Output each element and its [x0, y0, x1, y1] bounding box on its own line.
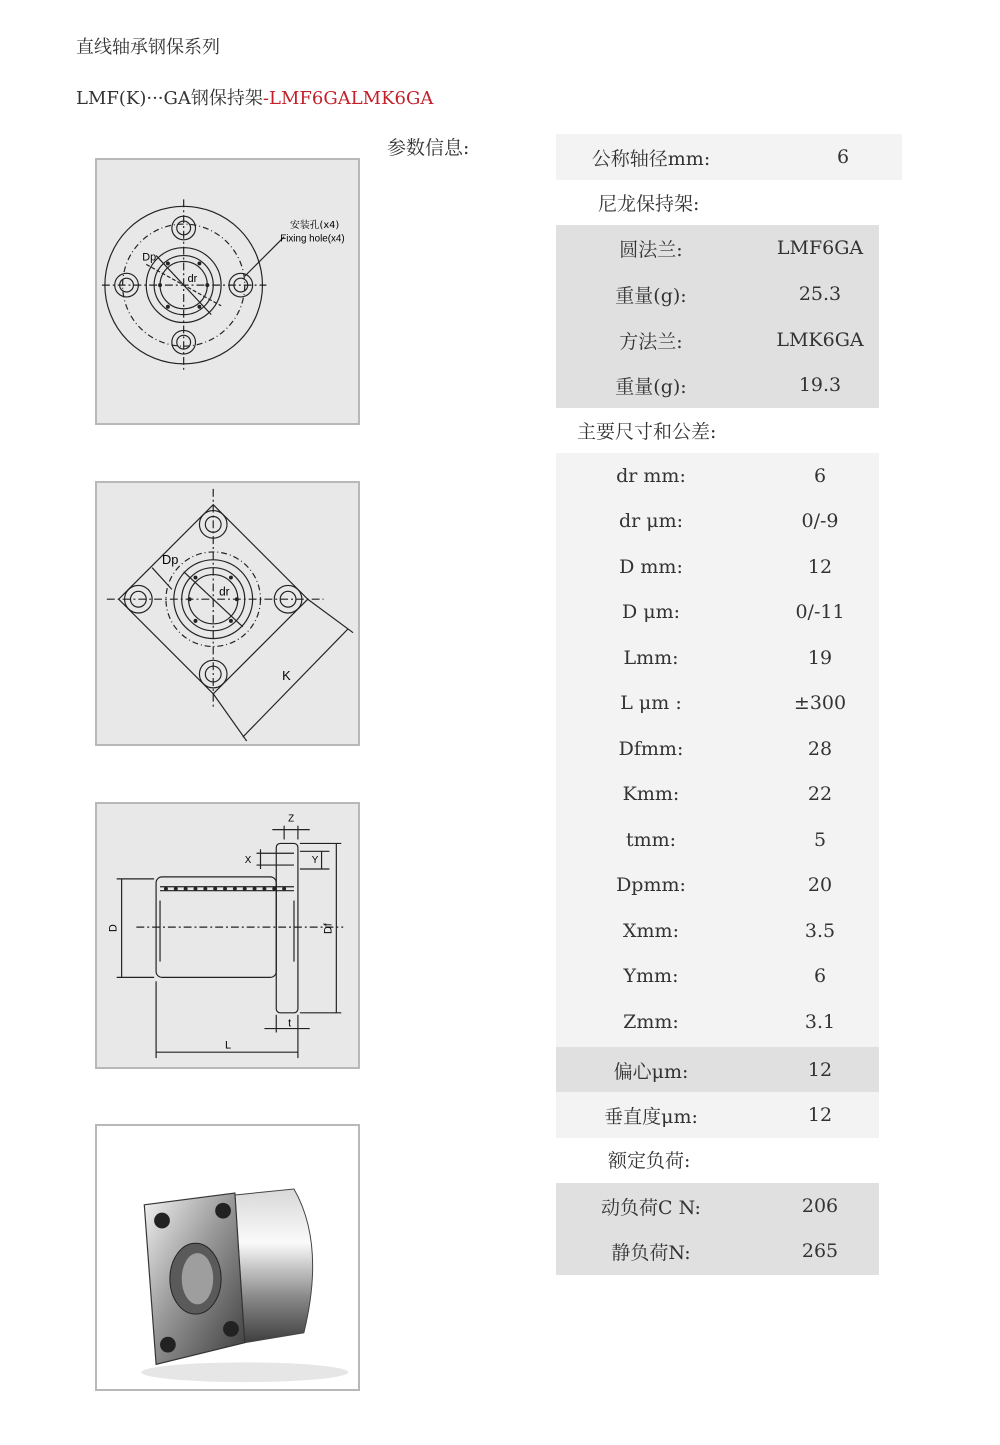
dims-row — [556, 953, 879, 999]
dims-row — [556, 908, 879, 954]
nylon-row-label: 重量(g): — [615, 284, 687, 307]
load-row-value: 265 — [801, 1240, 839, 1262]
dims-row-value: 3.5 — [804, 920, 836, 942]
dims-row-value: 5 — [813, 829, 827, 851]
dims-table — [556, 453, 879, 1047]
load-row-label: 静负荷N: — [611, 1241, 691, 1264]
dims-row-value: 19 — [807, 647, 833, 669]
l-label: L — [225, 1039, 232, 1052]
y-label: Y — [311, 855, 319, 867]
series-title: 直线轴承钢保系列 — [76, 37, 220, 58]
dims-row-label: L μm : — [620, 692, 682, 714]
dims-row — [556, 498, 879, 544]
df-label: Df — [322, 923, 335, 935]
dims-row-value: 6 — [813, 965, 827, 987]
dims-row-value: 20 — [807, 874, 833, 896]
nylon-row-label: 重量(g): — [615, 375, 687, 398]
x-label: X — [244, 855, 252, 867]
dims-row-label: D mm: — [619, 556, 683, 578]
dims-row — [556, 635, 879, 681]
k-label: K — [282, 667, 291, 683]
dims-row-label: tmm: — [625, 829, 677, 851]
dims-row-label: dr mm: — [616, 465, 686, 487]
nylon-table — [556, 225, 879, 408]
load-row-label: 动负荷C N: — [601, 1196, 701, 1219]
dims-row-value: ±300 — [793, 692, 847, 714]
eccentricity-row — [556, 1047, 879, 1093]
dims-row-label: Ymm: — [623, 965, 679, 987]
perpendicularity-row — [556, 1092, 879, 1138]
tol-row-value: 12 — [807, 1104, 833, 1126]
mount-hole-en-label: Fixing hole(x4) — [280, 233, 345, 245]
nylon-row — [556, 271, 879, 317]
dims-row — [556, 680, 879, 726]
dims-row — [556, 817, 879, 863]
nylon-row — [556, 225, 879, 271]
product-title — [76, 84, 433, 110]
tol-row-label: 垂直度μm: — [604, 1105, 698, 1128]
dims-row-label: Zmm: — [623, 1011, 679, 1033]
dims-row-value: 6 — [813, 465, 827, 487]
dims-row-value: 0/-9 — [801, 510, 839, 532]
round-flange-drawing — [95, 158, 360, 425]
params-label: 参数信息: — [387, 137, 470, 159]
product-photo-svg — [97, 1126, 358, 1389]
side-view-drawing — [95, 802, 360, 1069]
dr-label: dr — [187, 273, 198, 286]
nylon-label: 尼龙保持架: — [598, 193, 700, 215]
product-model: -LMF6GALMK6GA — [262, 88, 434, 109]
load-row-value: 206 — [801, 1195, 839, 1217]
square-flange-svg — [97, 483, 358, 744]
nominal-label: 公称轴径mm: — [591, 147, 711, 170]
dims-row — [556, 453, 879, 499]
dims-row-value: 22 — [807, 783, 833, 805]
dims-row-value: 0/-11 — [795, 601, 845, 623]
dims-row — [556, 862, 879, 908]
nominal-row — [556, 134, 902, 180]
nylon-row-label: 方法兰: — [619, 330, 683, 353]
z-label: Z — [288, 813, 295, 825]
mount-hole-cn-label: 安装孔(x4) — [290, 219, 340, 231]
load-row — [556, 1183, 879, 1229]
side-view-svg — [97, 804, 358, 1067]
dims-row-label: D μm: — [621, 601, 681, 623]
load-table — [556, 1183, 879, 1275]
dims-row-label: Dfmm: — [618, 738, 684, 760]
tol-row-label: 偏心μm: — [613, 1060, 689, 1083]
dims-row-label: Lmm: — [623, 647, 679, 669]
dims-row-label: Dpmm: — [616, 874, 686, 896]
nylon-row-value: 25.3 — [798, 283, 842, 305]
load-label: 额定负荷: — [608, 1150, 691, 1172]
t-label: t — [288, 1017, 292, 1030]
dims-row — [556, 726, 879, 772]
dims-row-label: Xmm: — [623, 920, 679, 942]
nylon-row-value: LMF6GA — [776, 237, 864, 259]
round-flange-svg — [97, 160, 358, 423]
dims-row — [556, 999, 879, 1045]
load-row — [556, 1228, 879, 1274]
dims-label: 主要尺寸和公差: — [577, 421, 717, 443]
nylon-row — [556, 362, 879, 408]
dims-row-label: dr μm: — [618, 510, 684, 532]
product-photo — [95, 1124, 360, 1391]
dims-row-value: 3.1 — [804, 1011, 836, 1033]
product-title-prefix: LMF(K)···GA钢保持架 — [76, 88, 263, 109]
dims-row — [556, 544, 879, 590]
dp-label-2: Dp — [162, 551, 179, 567]
dims-row-value: 12 — [807, 556, 833, 578]
nylon-row-value: LMK6GA — [776, 329, 864, 351]
dims-row-label: Kmm: — [622, 783, 680, 805]
tol-row-value: 12 — [807, 1059, 833, 1081]
dims-row-value: 28 — [807, 738, 833, 760]
dims-row — [556, 589, 879, 635]
d-label: D — [107, 924, 120, 933]
nylon-row-label: 圆法兰: — [619, 238, 683, 261]
dims-row — [556, 771, 879, 817]
square-flange-drawing — [95, 481, 360, 746]
dr-label-2: dr — [219, 584, 230, 599]
dp-label: Dp — [142, 251, 157, 264]
nominal-value: 6 — [836, 146, 850, 168]
nylon-row — [556, 317, 879, 363]
nylon-row-value: 19.3 — [798, 374, 842, 396]
